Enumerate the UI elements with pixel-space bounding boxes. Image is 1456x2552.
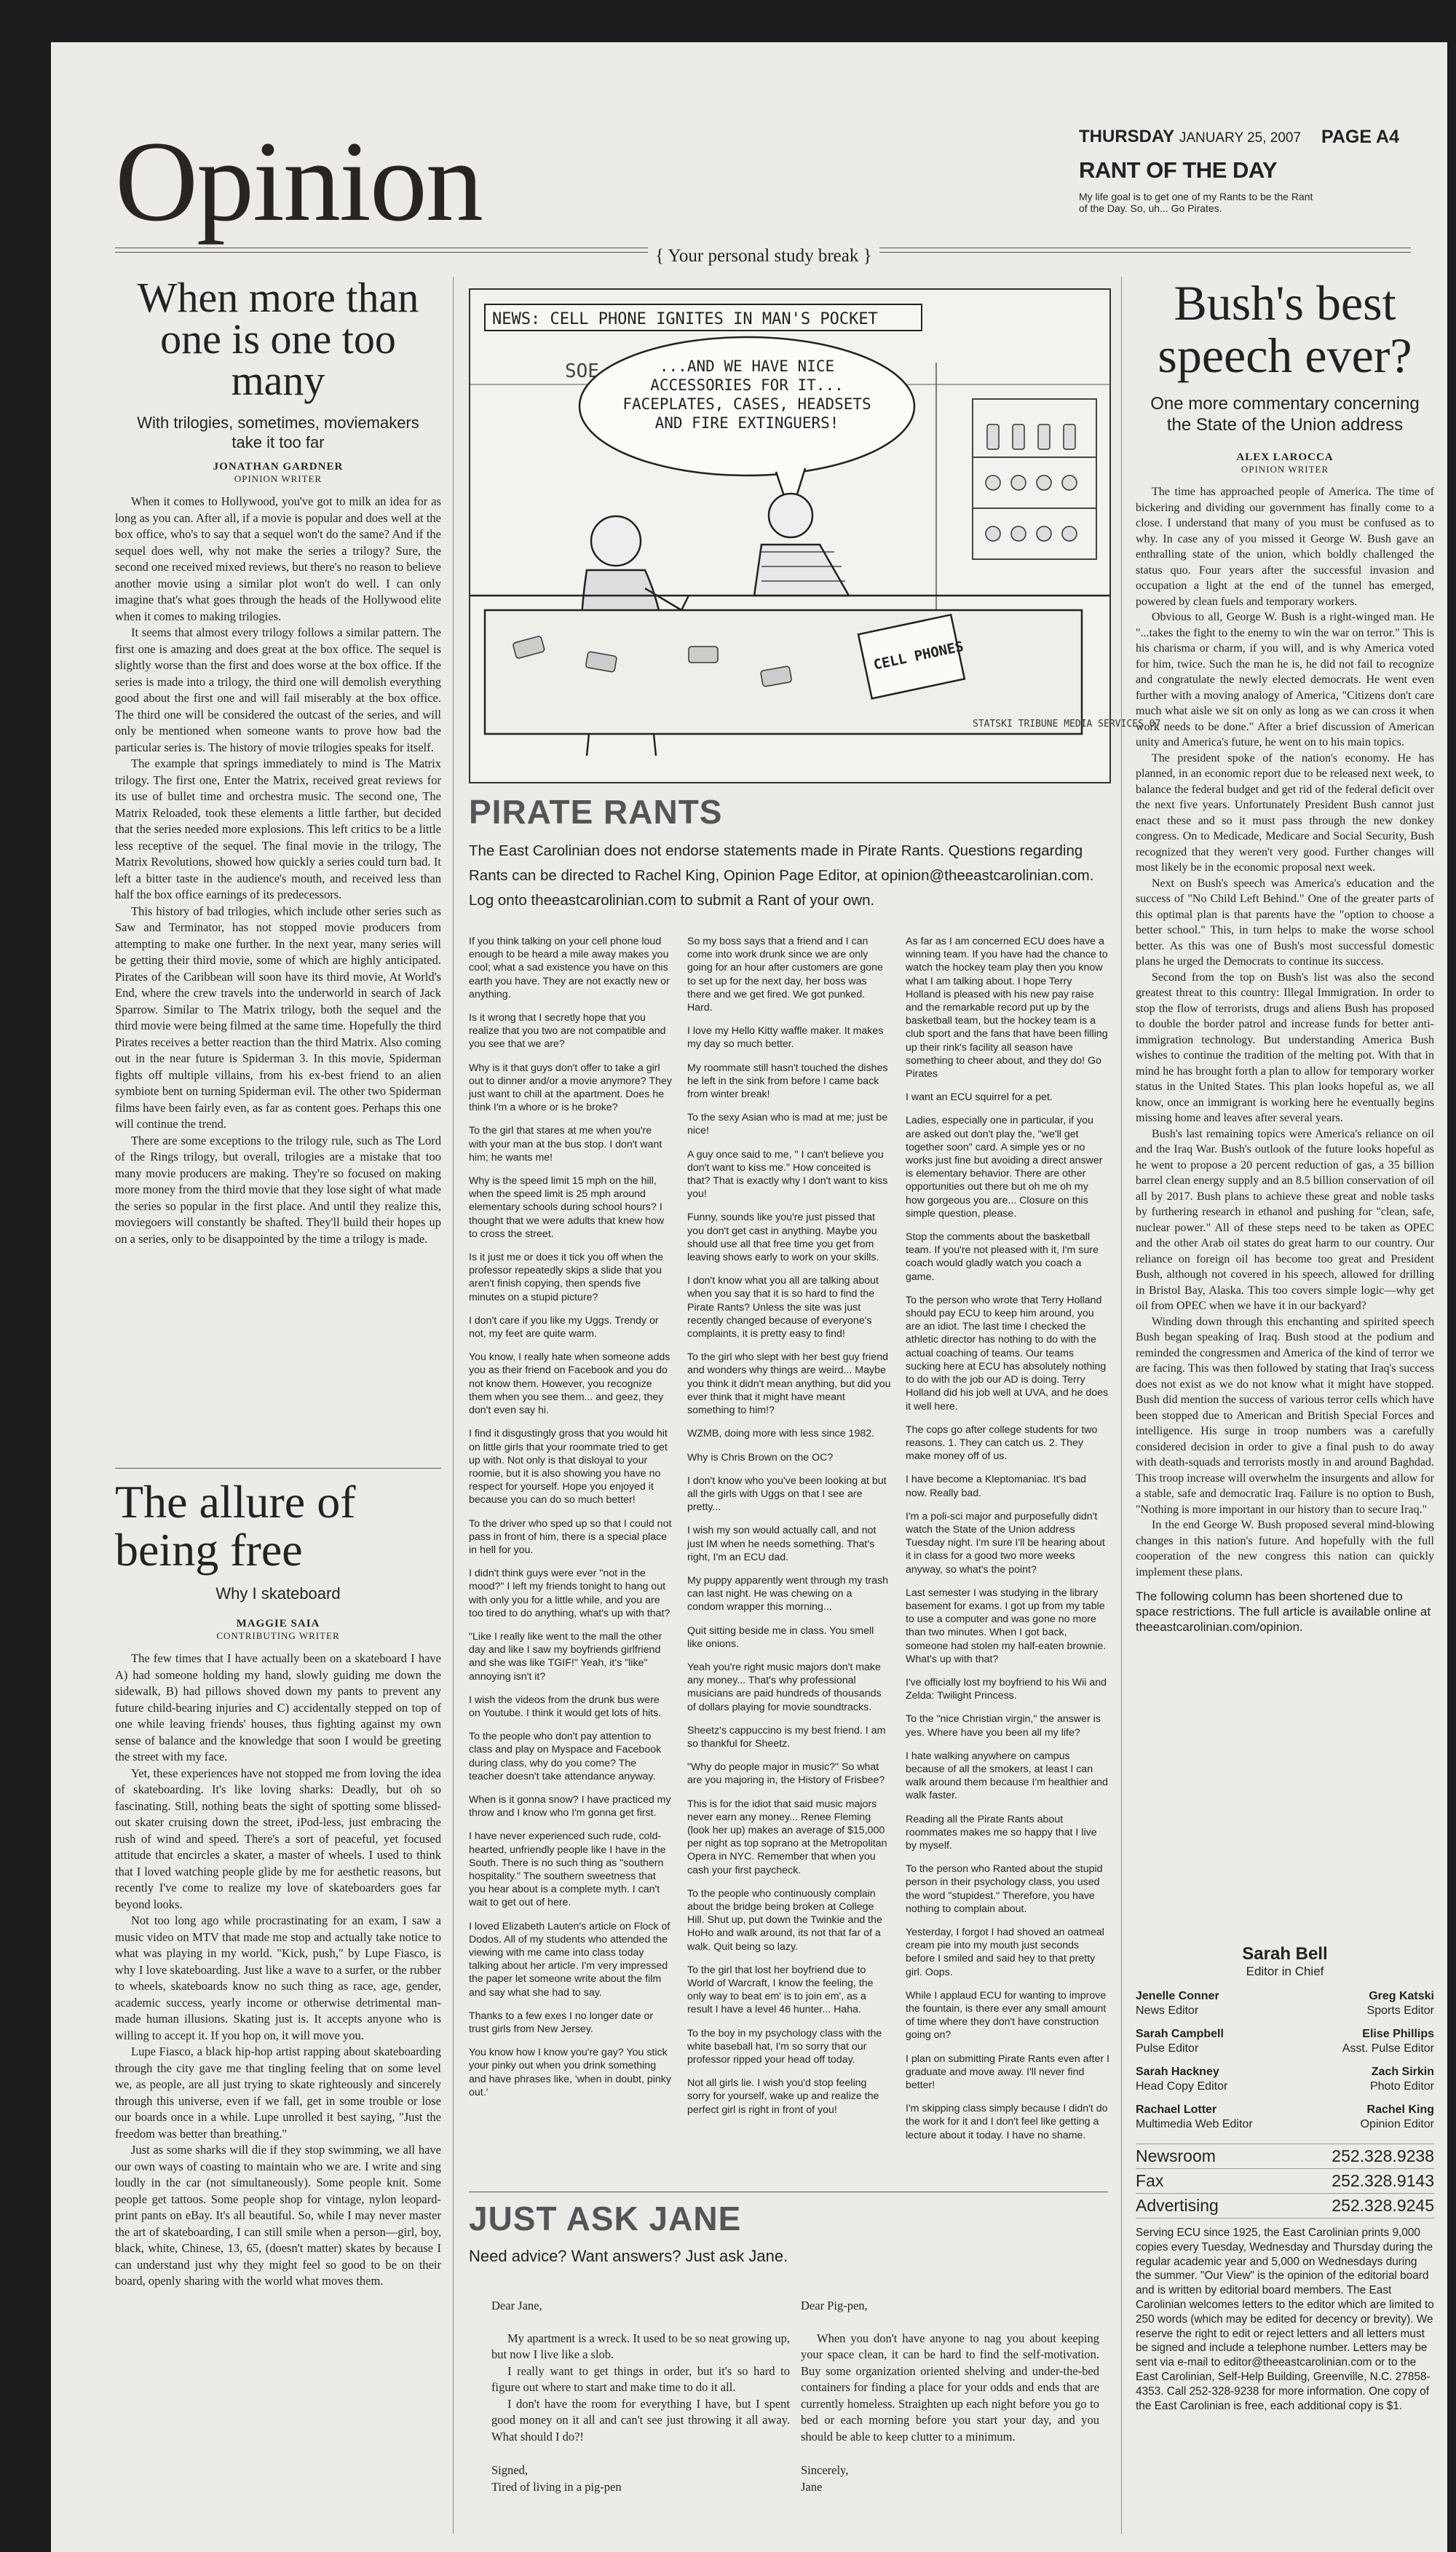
- pirate-rant: My roommate still hasn't touched the dishes he left in the sink from before I came back from winter break!: [687, 1062, 888, 1101]
- pirate-rant: To the people who continuously complain about the bridge being broken at College Hill. Shut up, put down the Twinkie and the HoHo and walk around, its not that far of a walk. Quit being so lazy.: [687, 1887, 882, 1953]
- bush-subhead: One more commentary concerning the State of the Union address: [1150, 394, 1420, 435]
- column-divider: [1121, 277, 1122, 2534]
- just-ask-jane-heading: JUST ASK JANE: [469, 2200, 742, 2237]
- staff-name: Rachel King: [1366, 2103, 1434, 2116]
- pirate-rants-heading: PIRATE RANTS: [469, 793, 723, 831]
- pirate-rant: I love my Hello Kitty waffle maker. It makes my day so much better.: [687, 1025, 884, 1051]
- cartoon-speech: ...AND WE HAVE NICE ACCESSORIES FOR IT... FACEPLATES, CASES, HEADSETS AND FIRE EXTINGUERS!: [622, 357, 871, 432]
- pirate-rant: I plan on submitting Pirate Rants even after I graduate and move away. I'll never find better!: [906, 2053, 1109, 2092]
- pirate-rants-intro: The East Carolinian does not endorse statements made in Pirate Rants. Questions regarding Rants can be directed to Rachel King, Opinion Page Editor, at opinion@theeastcarolinian.com. Log onto theeastcarolinian.com to submit a Rant of your own.: [469, 842, 1094, 909]
- reply-paragraph: When you don't have anyone to nag you about keeping your space clean, it can be hard to find the self-motivation. Buy some organization oriented shelving and under-the-bed containers for finding a place for your odds and ends that are currently homeless. Straighten up each night before you go to bed or each morning before you start your day, and you should be able to keep clutter to a minimum.: [801, 2331, 1099, 2444]
- pirate-rant: I've officially lost my boyfriend to his Wii and Zelda: Twilight Princess.: [906, 1676, 1107, 1702]
- pirate-rant: Yesterday, I forgot I had shoved an oatmeal cream pie into my mouth just seconds before I smiled and said hey to that pretty girl. Oops.: [906, 1927, 1104, 1978]
- pirate-rants-column-2: [687, 935, 891, 2127]
- pirate-rant: I don't know who you've been looking at but all the girls with Uggs on that I see are pretty...: [687, 1474, 887, 1514]
- pirate-rant: "Like I really like went to the mall the other day and like I saw my boyfriends girlfriend and she was like TGIF!" Yeah, it's "like" annoying isn't it?: [469, 1630, 662, 1683]
- pirate-rant: The cops go after college students for two reasons. 1. They can catch us. 2. They make money off of us.: [906, 1423, 1098, 1463]
- skateboard-paragraph: The few times that I have actually been on a skateboard I have A) had someone holding my hand, slowly guiding me down the sidewalk, B) had pillows shoved down my pants to prevent any future child-bearing injuries and C) accidentally stepped on top of one while leaving friends' houses, thus fighting against my own sense of balance and the knowledge that soon I would be greeting the street with my face.: [115, 1651, 441, 1763]
- bush-paragraph: Second from the top on Bush's list was also the second greatest threat to this country: Illegal Immigration. In order to stop the flow of terrorists, drugs and aliens Bush has proposed to double the border patrol and increase funds for better anti-immigration technology. But understanding America Bush wishes to continue the tradition of the melting pot. With that in mind he has brought forth a plan to allow for temporary worker status in the United States. This plan looks hopeful as, we all know, once an immigrant is working here he eventually begins missing home and leaves after several years.: [1136, 971, 1434, 1124]
- staff-title: Pulse Editor: [1136, 2042, 1199, 2055]
- bush-paragraph: Next on Bush's speech was America's education and the success of "No Child Left Behind." One of the greater parts of this optimal plan is that parents have the "option to choose a better school." This, in turn helps to make the worse school better. As this was one of Bush's most successful domestic plans he urged the Democrats to continue its success.: [1136, 877, 1434, 968]
- skateboard-paragraph: Yet, these experiences have not stopped me from loving the idea of skateboarding. It's like loving sharks: Deadly, but oh so fascinating. Still, nothing beats the sight of spotting some blissed-out skater cruising down the street, iPod-less, just embracing the rush of wind and speed. There's a sort of peaceful, yet focused attitude that encircles a skater, a master of wheels. I used to think that I loved watching people glide by me for aesthetic reasons, but recently I've come to realize my love of skateboarders goes far beyond looks.: [115, 1766, 441, 1911]
- skateboard-subhead: Why I skateboard: [215, 1584, 341, 1603]
- editor-in-chief-title: Editor in Chief: [1246, 1964, 1324, 1978]
- pirate-rant: Quit sitting beside me in class. You smell like onions.: [687, 1624, 874, 1650]
- pirate-rants-column-1: [469, 935, 673, 2109]
- pirate-rant: To the girl who slept with her best guy friend and wonders why things are weird... Maybe you think it didn't mean anything, but did you ever think that it might have meant something to him!?: [687, 1351, 891, 1417]
- pirate-rant: To the person who wrote that Terry Holland should pay ECU to keep him around, you are an idiot. The last time I checked the athletic director has nothing to do with the actual coaching of teams. Our teams sucking here at ECU has absolutely nothing to do with the job our AD is doing. Terry Holland did his job well at UVA, and he does it well here.: [906, 1294, 1109, 1413]
- contact-list: [1136, 2144, 1434, 2219]
- pirate-rant: Ladies, especially one in particular, if you are asked out don't play the, "we'll get together soon" card. A simple yes or no works just fine but avoiding a direct answer is elementary behavior. There are other opportunities out there but oh me oh my how gorgeous you are... Closure on this simple question, please.: [906, 1115, 1103, 1220]
- trilogies-author: JONATHAN GARDNER: [213, 461, 344, 473]
- bush-article: [1136, 277, 1434, 1635]
- cartoon-caption: NEWS: CELL PHONE IGNITES IN MAN'S POCKET: [492, 310, 878, 328]
- column-divider-horizontal: [115, 1468, 441, 1469]
- skateboard-paragraph: Just as some sharks will die if they stop swimming, we all have our own ways of coasting to maintain who we are. I write and sing loudly in the car (not simultaneously). Some people knit. Some people get tattoos. Some people shop for vintage, nylon leopard-print pants on eBay. It's all beautiful. So, while I may never master the art of skateboarding, I can still smile when a person—girl, boy, black, white, Chinese, 13, 65, (doesn't matter) skates by because I can understand just why they might feel so good to be on their board, openly sharing with the world what moves them.: [115, 2143, 441, 2288]
- reply-closing: Sincerely,: [801, 2463, 849, 2477]
- pirate-rant: Yeah you're right music majors don't make any money... That's why professional musicians are paid hundreds of thousands of dollars playing for movie soundtracks.: [687, 1661, 882, 1713]
- pirate-rant: To the "nice Christian virgin," the answer is yes. Where have you been all my life?: [906, 1713, 1101, 1739]
- pirate-rant: To the people who don't pay attention to class and play on Myspace and Facebook during class, why do you come? The teacher doesn't take attendance anyway.: [469, 1731, 662, 1782]
- bush-body: [1136, 484, 1434, 1580]
- staff-title: Sports Editor: [1366, 2004, 1434, 2017]
- staff-entry: [1136, 1989, 1434, 2018]
- trilogies-paragraph: The example that springs immediately to mind is The Matrix trilogy. The first one, Enter the Matrix, received great reviews for its use of bullet time and orchestra music. The second one, The Matrix Reloaded, took these elements a little farther, but decided that the series needed more explosions. This left critics to be a little less receptive of the sequel. The final movie in the trilogy, The Matrix Revolutions, showed how quickly a series could turn bad. It left a bitter taste in the audience's mouth, and received less than half the box office earnings of its predecessors.: [115, 756, 441, 901]
- bush-paragraph: In the end George W. Bush proposed several mind-blowing changes in this nation's future. And hopefully with the full cooperation of the new congress this nation can quickly implement these plans.: [1136, 1519, 1434, 1579]
- contact-number: 252.328.9245: [1332, 2196, 1434, 2215]
- pirate-rant: Not all girls lie. I wish you'd stop feeling sorry for yourself, wake up and realize the perfect girl is right in front of you!: [687, 2077, 879, 2116]
- rant-of-the-day-text: My life goal is to get one of my Rants to be the Rant of the Day. So, uh... Go Pirates.: [1079, 191, 1313, 214]
- editorial-cartoon: [469, 288, 1161, 783]
- pirate-rant: Last semester I was studying in the library basement for exams. I got up from my table to use a computer and was gone no more than two minutes. When I got back, someone had stolen my half-eaten brownie. What's up with that?: [906, 1587, 1107, 1665]
- pirate-rant: "Why do people major in music?" So what are you majoring in, the History of Frisbee?: [687, 1761, 885, 1787]
- bush-role: OPINION WRITER: [1241, 464, 1329, 475]
- staff-title: Photo Editor: [1369, 2080, 1434, 2093]
- pirate-rant: I loved Elizabeth Lauten's article on Flock of Dodos. All of my students who attended the viewing with me came into class today talking about her article. I'm very impressed the paper let someone write about the film and say what she had to say.: [469, 1920, 670, 1999]
- pirate-rant: I didn't think guys were ever "not in the mood?" I left my friends tonight to hang out with only you for a little while, and you are too tired to do anything, what's up with that?: [469, 1568, 670, 1619]
- pirate-rants-column-3: [906, 935, 1109, 2152]
- staff-name: Sarah Hackney: [1136, 2066, 1219, 2078]
- tagline: { Your personal study break }: [648, 246, 879, 266]
- cartoon-mirrored-text: SOE: [565, 360, 599, 382]
- trilogies-paragraph: There are some exceptions to the trilogy rule, such as The Lord of the Rings trilogy, but overall, trilogies are a mistake that too many movie producers are making. They're so focused on making more money from the third movie that they lose sight of what made the series so popular in the first place. And until they realize this, moviegoers will constantly be shafted. They'll build their hopes up on a series, only to be disappointed by the time a trilogy is made.: [115, 1133, 441, 1246]
- staff-title: Head Copy Editor: [1136, 2080, 1228, 2093]
- staff-title: Opinion Editor: [1360, 2118, 1434, 2130]
- staff-title: Asst. Pulse Editor: [1342, 2042, 1434, 2055]
- staff-name: Sarah Campbell: [1136, 2028, 1224, 2040]
- pirate-rant: If you think talking on your cell phone loud enough to be heard a mile away makes you cool; what a sad existence you have on this earth you have. They are not exactly new or anything.: [469, 936, 670, 1000]
- column-divider: [453, 277, 454, 2534]
- pirate-rant: As far as I am concerned ECU does have a winning team. If you have had the chance to watch the hockey team play then you know what I am talking about. I hope Terry Holland is pleased with his new pay raise and the remarkable record put up by the basketball team, but the hockey team is a club sport and the fans that have been filling up their rink's facility all season have something to cheer about, and they do! Go Pirates: [906, 936, 1108, 1081]
- contact-label: Fax: [1136, 2171, 1164, 2190]
- staff-entry: [1136, 2027, 1434, 2056]
- letter-paragraph: I don't have the room for everything I have, but I spent good money on it all and can't see just throwing it all away. What should I do?!: [491, 2396, 790, 2444]
- contact-label: Advertising: [1136, 2196, 1219, 2215]
- section-title: Opinion: [115, 118, 482, 245]
- letter-signature: Tired of living in a pig-pen: [491, 2479, 622, 2494]
- staff-name: Jenelle Conner: [1136, 1990, 1219, 2002]
- pirate-rant: Sheetz's cappuccino is my best friend. I am so thankful for Sheetz.: [687, 1724, 886, 1750]
- contact-row: [1136, 2144, 1434, 2169]
- pirate-rant: When is it gonna snow? I have practiced my throw and I know who I'm gonna get first.: [469, 1793, 671, 1820]
- trilogies-body: [115, 494, 441, 1247]
- trilogies-headline: When more than one is one too many: [137, 274, 419, 404]
- staff-name: Rachael Lotter: [1136, 2103, 1217, 2116]
- reply-signature: Jane: [801, 2479, 823, 2494]
- dateline-day: THURSDAY: [1079, 127, 1175, 146]
- cartoon-drawing: [470, 290, 1161, 782]
- dateline-date: JANUARY 25, 2007: [1179, 130, 1302, 146]
- pirate-rant: To the sexy Asian who is mad at me; just be nice!: [687, 1112, 888, 1137]
- staff-entry: [1136, 2103, 1434, 2132]
- contact-label: Newsroom: [1136, 2146, 1216, 2165]
- pirate-rant: I have become a Kleptomaniac. It's bad now. Really bad.: [906, 1474, 1086, 1499]
- contact-row: [1136, 2169, 1434, 2194]
- skateboard-body: [115, 1651, 441, 2290]
- pirate-rant: Why is Chris Brown on the OC?: [687, 1451, 834, 1463]
- pirate-rant: Is it just me or does it tick you off when the professor repeatedly skips a slide that you aren't finish copying, then spends five minutes on a stupid picture?: [469, 1252, 664, 1303]
- bush-headline: Bush's best speech ever?: [1158, 275, 1412, 383]
- pirate-rant: I don't care if you like my Uggs. Trendy or not, my feet are quite warm.: [469, 1314, 659, 1340]
- editor-in-chief-name: Sarah Bell: [1242, 1944, 1328, 1964]
- pirate-rant: I don't know what you all are talking about when you say that it is so hard to find the Pirate Rants? Unless the site was just recently changed because of everyone's complaints, it is pretty easy to find!: [687, 1275, 879, 1340]
- pirate-rant: Stop the comments about the basketball team. If you're not pleased with it, I'm sure coach would gladly watch you coach a game.: [906, 1231, 1099, 1283]
- pirate-rant: Is it wrong that I secretly hope that you realize that you two are not compatible and you see that we are?: [469, 1012, 666, 1051]
- pirate-rant: I wish the videos from the drunk bus were on Youtube. I think it would get lots of hits.: [469, 1694, 662, 1719]
- pirate-rant: To the girl that stares at me when you're with your man at the bus stop. I don't want him; he wants me!: [469, 1125, 662, 1164]
- contact-number: 252.328.9238: [1332, 2146, 1434, 2165]
- skateboard-paragraph: Lupe Fiasco, a black hip-hop artist rapping about skateboarding through the city gave me that tingling feeling that on some level we, as people, are all just trying to skate righteously and sincerely through this universe, even if we fall, get in some trouble or lose our boards once in a while. Lupe unrolled it best saying, "Just the freedom was better than breathing.": [115, 2045, 441, 2141]
- letter-closing: Signed,: [491, 2463, 528, 2477]
- pirate-rant: I have never experienced such rude, cold-hearted, unfriendly people like I have in the South. There is no such thing as "southern hospitality." The southern sweetness that you hear about is a complete myth. I can't wait to get out of here.: [469, 1830, 666, 1909]
- skateboard-headline: The allure of being free: [115, 1476, 356, 1576]
- pirate-rant: This is for the idiot that said music majors never earn any money... Renee Fleming (look her up) makes an average of $15,000 per night as top soprano at the Metropolitan Opera in NYC. Remember that when you cash your first paycheck.: [687, 1798, 887, 1876]
- skateboard-article: [115, 1478, 441, 2290]
- pirate-rant: Why is it that guys don't offer to take a girl out to dinner and/or a movie anymore? They just want to chill at the apartment. Does he think I'm a whore or is he broke?: [469, 1062, 672, 1114]
- trilogies-paragraph: When it comes to Hollywood, you've got to milk an idea for as long as you can. After all, if a movie is popular and does well at the box office, who's to say that a sequel won't do the same? And if the sequel does well, why not make the series a trilogy? Sure, the second one received mixed reviews, but there's no reason to believe another movie using a similar plot won't do well. I can only imagine that's what goes through the heads of the Hollywood elite when it comes to making trilogies.: [115, 494, 441, 623]
- pirate-rant: A guy once said to me, " I can't believe you don't want to kiss me." How conceited is that? That is exactly why I don't want to kiss you!: [687, 1148, 888, 1201]
- pirate-rant: My puppy apparently went through my trash can last night. He was chewing on a condom wrapper this morning...: [687, 1574, 889, 1613]
- staff-name: Greg Katski: [1369, 1990, 1434, 2002]
- publication-policy: Serving ECU since 1925, the East Carolinian prints 9,000 copies every Tuesday, Wednesday and Thursday during the regular academic year and 5,000 on Wednesdays during the summer. "Our View" is the opinion of the editorial board and is written by editorial board members. The East Carolinian welcomes letters to the editor which are limited to 250 words (which may be edited for decency or brevity). We reserve the right to edit or reject letters and all letters must be signed and include a telephone number. Letters may be sent via e-mail to editor@theeastcarolinian.com or to the East Carolinian, Self-Help Building, Greenville, N.C. 27858-4353. Call 252-328-9238 for more information. One copy of the East Carolinian is free, each additional copy is $1.: [1136, 2227, 1434, 2412]
- pirate-rant: You know how I know you're gay? You stick your pinky out when you drink something and have phrases like, 'when in doubt, pinky out.': [469, 2047, 671, 2098]
- trilogies-subhead: With trilogies, sometimes, moviemakers take it too far: [137, 414, 419, 451]
- staff-entry: [1136, 2065, 1434, 2094]
- pirate-rant: I want an ECU squirrel for a pet.: [906, 1091, 1053, 1104]
- page-number: PAGE A4: [1321, 127, 1399, 147]
- bush-paragraph: Winding down through this enchanting and spirited speech Bush began speaking of Iraq. Bush stood at the podium and reminded the congressmen and America of the kind of terror we are facing. This was then followed by stating that Iraq's success does not exist as we do not know what it might have stopped. Bush did mention the success of various terror cells which have been stopped due to American and British Special Forces and intelligence. His surge in troop numbers was a carefully considered decision in order to give a final push to do away with death-squads and terrorists mostly in and around Baghdad. This troop increase will overwhelm the insurgents and allow for a stable, safe and democratic Iraq. Failure is no option to Bush, "Nothing is more important in our history than to secure Iraq.": [1136, 1315, 1434, 1516]
- cartoon-sign: CELL PHONES: [872, 638, 965, 673]
- trilogies-paragraph: This history of bad trilogies, which include other series such as Saw and Terminator, has not stopped movie producers from attempting to make one further. In the next year, many series will be getting their third movie, some of which are highly anticipated. Pirates of the Caribbean will soon have its third movie, At World's End, where the crew travels into the underworld in search of Jack Sparrow. Similar to The Matrix trilogy, both the sequel and the third movie were being filmed at the same time. Hopefully the third Pirates receives a better reaction than the third Matrix. Also coming out in the near future is Spiderman 3. In this movie, Spiderman fights off multiple villains, from his ex-best friend to an alien symbiote bent on turning Spiderman evil. The other two Spiderman films have been fairly even, as far as content goes. Perhaps this one will continue the trend.: [115, 904, 441, 1131]
- pirate-rant: I'm skipping class simply because I didn't do the work for it and I don't feel like getting a lecture about it today. I have no shame.: [906, 2103, 1108, 2141]
- letter-salutation: Dear Jane,: [491, 2299, 542, 2312]
- pirate-rant: Reading all the Pirate Rants about roommates makes me so happy that I live by myself.: [906, 1813, 1097, 1852]
- letter-paragraph: I really want to get things in order, but it's so hard to figure out where to start and make time to do it all.: [491, 2363, 790, 2394]
- staff-name: Elise Phillips: [1362, 2028, 1434, 2040]
- jane-letter: [491, 2298, 790, 2495]
- pirate-rant: Why is the speed limit 15 mph on the hill, when the speed limit is 25 mph around elementary schools during school hours? I thought that we were adults that knew how to cross the street.: [469, 1175, 665, 1240]
- pirate-rant: While I applaud ECU for wanting to improve the fountain, is there ever any small amount of time where they don't have construction going on?: [906, 1989, 1107, 2042]
- pirate-rant: To the boy in my psychology class with the white baseball hat, I'm so sorry that our professor ripped your head off today.: [687, 2027, 882, 2066]
- pirate-rant: I hate walking anywhere on campus because of all the smokers, at least I can walk around them because I'm healthier and walk faster.: [906, 1750, 1108, 1802]
- staff-name: Zach Sirkin: [1371, 2066, 1434, 2078]
- newspaper-page: [51, 42, 1447, 2552]
- pirate-rant: Funny, sounds like you're just pissed that you don't get cast in anything. Maybe you should use all that free time you get from leaving shows early to work on your skills.: [687, 1212, 879, 1264]
- contact-number: 252.328.9143: [1332, 2171, 1434, 2190]
- staff-title: Multimedia Web Editor: [1136, 2118, 1253, 2130]
- pirate-rant: Thanks to a few exes I no longer date or trust girls from New Jersey.: [469, 2010, 654, 2036]
- pirate-rant: So my boss says that a friend and I can come into work drunk since we are only going for an hour after customers are gone to set up for the next day, her boss was there and we get fired. We got punked. Hard.: [687, 936, 883, 1014]
- reply-salutation: Dear Pig-pen,: [801, 2299, 868, 2312]
- just-ask-jane-subhead: Need advice? Want answers? Just ask Jane.: [469, 2247, 788, 2265]
- pirate-rant: I'm a poli-sci major and purposefully didn't watch the State of the Union address Tuesday night. I'm sure I'll be hearing about it in class for a good two more weeks anyway, so what's the point?: [906, 1510, 1105, 1576]
- skateboard-role: CONTRIBUTING WRITER: [216, 1630, 340, 1641]
- staff-box: [1136, 1944, 1434, 2413]
- staff-title: News Editor: [1136, 2004, 1199, 2017]
- pirate-rant: To the driver who sped up so that I could not pass in front of him, there is a special place in hell for you.: [469, 1517, 672, 1556]
- dateline: [1079, 127, 1399, 147]
- trilogies-article: [115, 274, 441, 1247]
- bush-paragraph: The president spoke of the nation's economy. He has planned, in an economic report due to be released next week, to balance the federal budget and get rid of the federal deficit over the next five years. Unfortunately President Bush cannot just enact these and so it must pass through the new donkey congress. On to Medicade, Medicare and Social Security, Bush recognized that they weren't very good. Further changes will most likely be in the economic proposal next week.: [1136, 751, 1434, 874]
- skateboard-paragraph: Not too long ago while procrastinating for an exam, I saw a music video on MTV that made me stop and actually take notice to what was playing in my world. "Kick, push," by Lupe Fiasco, is why I love skateboarding. Just like a wave to a surfer, or the rubber to wheels, skateboards know no such thing as race, age, gender, academic success, yearly income or otherwise detrimental man-made human illusions. Skating just is. It accepts anyone who is willing to accept it. If you hop on, it will move you.: [115, 1913, 441, 2042]
- pirate-rant: I wish my son would actually call, and not just IM when he needs something. That's right, I'm an ECU dad.: [687, 1525, 877, 1563]
- letter-paragraph: My apartment is a wreck. It used to be so neat growing up, but now I live like a slob.: [491, 2331, 790, 2361]
- bush-shortened-note: The following column has been shortened due to space restrictions. The full article is available online at theeastcarolinian.com/opinion.: [1136, 1589, 1431, 1634]
- trilogies-role: OPINION WRITER: [234, 473, 323, 484]
- trilogies-paragraph: It seems that almost every trilogy follows a similar pattern. The first one is amazing and does great at the box office. The sequel is slightly worse than the first and does worse at the box office. If the series is made into a trilogy, the third one will demolish everything good about the first one and will fail miserably at the box office. The third one will be considered the outcast of the series, and will only be mentioned when someone wants to prove how bad the particular series is. The history of movie trilogies speaks for itself.: [115, 625, 441, 754]
- pirate-rant: I find it disgustingly gross that you would hit on little girls that your roommate tried to get up with. Not only is that disloyal to your roomie, but it is also showing you have no respect for yourself. Hope you enjoyed it because you can do so much better!: [469, 1428, 668, 1506]
- bush-author: ALEX LAROCCA: [1236, 451, 1334, 463]
- skateboard-author: MAGGIE SAIA: [236, 1618, 320, 1629]
- contact-row: [1136, 2194, 1434, 2219]
- cartoon-signature: STATSKI TRIBUNE MEDIA SERVICES 07: [973, 719, 1161, 730]
- jane-reply: [801, 2298, 1099, 2495]
- bush-paragraph: The time has approached people of America. The time of bickering and dividing our government has finally come to a close. I understand that many of you must be confused as to why. In case any of you missed it George W. Bush gave an enthralling state of the union, which boldly challenged the status quo. Four years after the successful invasion and occupation a light at the end of the tunnel has emerged, powered by clean fuels and temporary workers.: [1136, 486, 1434, 608]
- pirate-rant: You know, I really hate when someone adds you as their friend on Facebook and you do not know them. However, you recognize them when you see them... and geez, they don't even say hi.: [469, 1351, 670, 1417]
- rant-of-the-day-heading: RANT OF THE DAY: [1079, 157, 1278, 183]
- bush-paragraph: Bush's last remaining topics were America's reliance on oil and the Iraq War. Bush's outlook of the future looks hopeful as he went to propose a 20 percent reduction of gas, a 35 billion barrel clean energy supply and an 8.5 billion conservation of oil all by 2017. Bush plans to achieve these great and noble tasks by furthering research in ethanol and pushing for "clean, safe, nuclear power." All of these steps need to be taken as OPEC and the other Arab oil states do great harm to our country. Our reliance on foreign oil has become too great and President Bush, although not covered in his speech, allowed for drilling in Bristol Bay, Alaska. This too covers simple logic—why get oil from OPEC when we have it in our backyard?: [1136, 1127, 1434, 1312]
- pirate-rant: WZMB, doing more with less since 1982.: [687, 1428, 875, 1440]
- pirate-rant: To the person who Ranted about the stupid person in their psychology class, you used the word "stupidest." Therefore, you have nothing to complain about.: [906, 1863, 1103, 1915]
- pirate-rant: To the girl that lost her boyfriend due to World of Warcraft, I know the feeling, the only way to beat em' is to join em', as a result I have a level 46 hunter... Haha.: [687, 1964, 874, 2016]
- bush-paragraph: Obvious to all, George W. Bush is a right-winged man. He "...takes the fight to the enemy to win the war on terror." This is his charisma or charm, if you will, and is why America voted for him, twice. Such the man he is, he did not fail to recognize and congratulate the newly elected democrats. He went even further with a moving analogy of America, "Citizens don't care much what aisle we sit on only as long as we can cross it when work needs to be done." After a brief discussion of American unity and America's future, he went on to his main topics.: [1136, 611, 1434, 748]
